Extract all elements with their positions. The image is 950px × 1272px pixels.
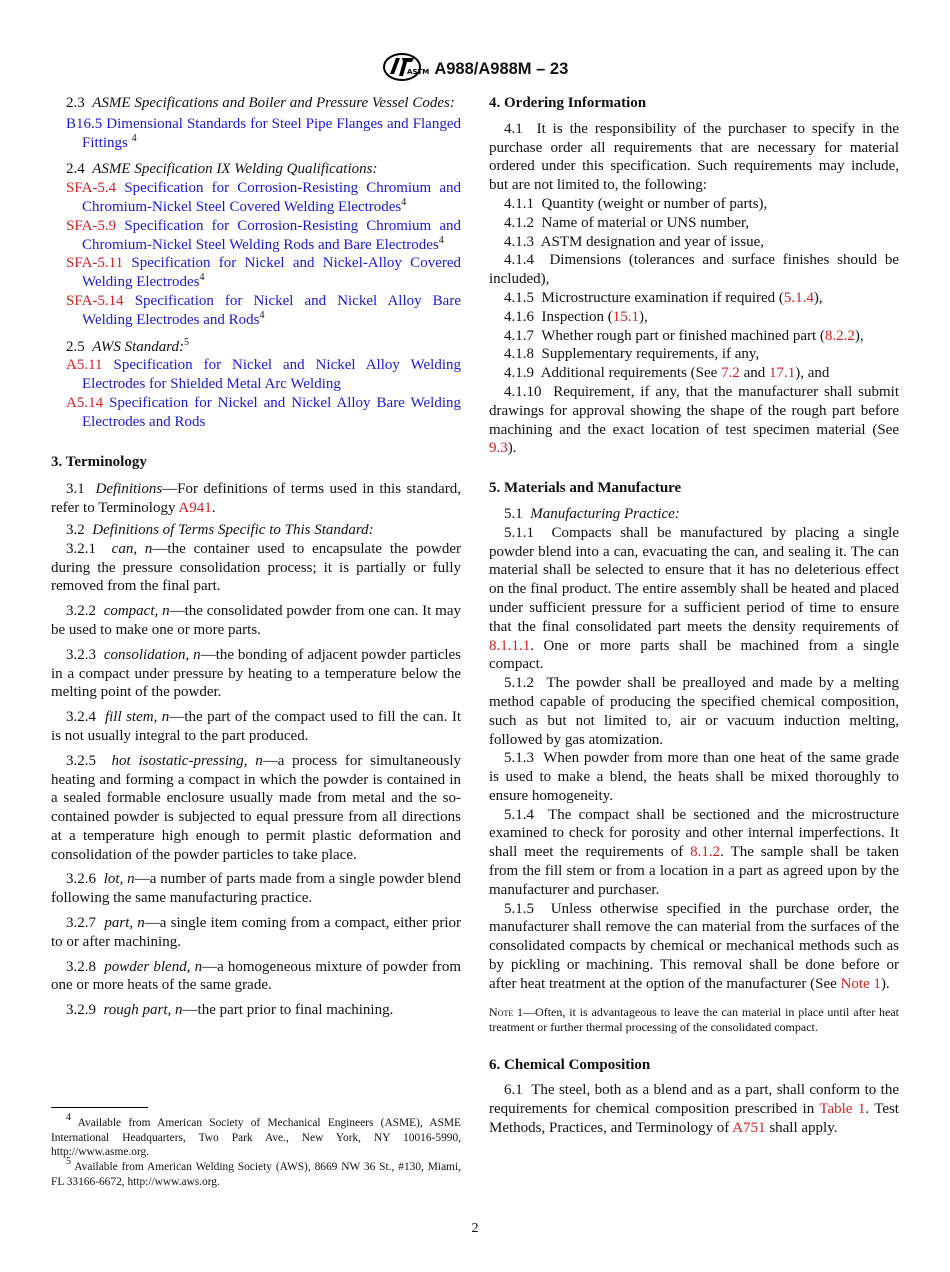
footnote-divider (51, 1107, 148, 1108)
def-consolidation: 3.2.3 consolidation, n—the bonding of adjacent powder particles in a compact under pressure by heating to a temperature below the melting point of the powder. (51, 646, 462, 701)
section-6-heading: 6. Chemical Composition (489, 1056, 651, 1073)
item-4-1-4: 4.1.4 Dimensions (tolerances and surface finishes should be included), (489, 252, 899, 288)
section-3-1: 3.1 Definitions—For definitions of terms used in this standard, refer to Terminology A941. (51, 481, 462, 517)
link-a751[interactable]: A751 (732, 1120, 766, 1137)
ref-sfa-5-11[interactable]: SFA-5.11 Specification for Nickel and Nickel-Alloy Covered Welding Electrodes$^4$ (66, 255, 461, 291)
para-5-1-1: 5.1.1 Compacts shall be manufactured by placing a single powder blend into a can, evacuating the can, and sealing it. The can material shall be selected to ensure that it has no deleterious effect on the final product. The entire assembly shall be heated and placed under sufficient pressure for a sufficient period of time to ensure that the final consolidated part meets the density requirements of 8.1.1.1. One or more parts shall be machined from a single compact. (489, 524, 900, 673)
item-4-1-5: 4.1.5 Microstructure examination if required (5.1.4), (504, 289, 823, 306)
section-4-1: 4.1 It is the responsibility of the purchaser to specify in the purchase order all requirements that are necessary for material ordered under this specification. Such requirements may include, but are not limited to, the following: (489, 120, 900, 194)
link-5-1-4[interactable]: 5.1.4 (783, 289, 814, 306)
section-3-2: 3.2 Definitions of Terms Specific to This Standard: (66, 521, 374, 538)
link-8-1-2[interactable]: 8.1.2 (690, 844, 721, 861)
note-1: Note 1—Often, it is advantageous to leave the can material in place until after heat treatment or further thermal processing of the consolidated compact. (489, 1004, 899, 1035)
ref-a5-14[interactable]: A5.14 Specification for Nickel and Nickel Alloy Bare Welding Electrodes and Rods (66, 394, 461, 430)
item-4-1-2: 4.1.2 Name of material or UNS number, (504, 214, 750, 231)
right-column (489, 94, 899, 1138)
ref-sfa-5-9[interactable]: SFA-5.9 Specification for Corrosion-Resisting Chromium and Chromium-Nickel Steel Welding Rods and Bare Electrodes$^4$ (66, 217, 462, 253)
ref-a5-11[interactable]: A5.11 Specification for Nickel and Nickel Alloy Welding Electrodes for Shielded Metal Arc Welding (66, 357, 462, 393)
item-4-1-9: 4.1.9 Additional requirements (See 7.2 and 17.1), and (504, 365, 830, 382)
item-4-1-8: 4.1.8 Supplementary requirements, if any, (504, 346, 760, 363)
para-5-1-5: 5.1.5 Unless otherwise specified in the purchase order, the manufacturer shall remove the can material from the surfaces of the consolidated compacts by chemical or mechanical methods such as by pickling or machining. This removal shall be done before or after heat treatment at the option of the manufacturer (See Note 1). (489, 900, 899, 992)
item-4-1-7: 4.1.7 Whether rough part or finished machined part (8.2.2), (504, 327, 864, 344)
def-powder-blend: 3.2.8 powder blend, n—a homogeneous mixture of powder from one or more heats of the same grade. (51, 958, 462, 994)
link-note-1[interactable]: Note 1 (840, 975, 881, 992)
item-4-1-1: 4.1.1 Quantity (weight or number of parts), (504, 195, 768, 212)
item-4-1-3: 4.1.3 ASTM designation and year of issue, (504, 233, 764, 250)
ref-sfa-5-4[interactable]: SFA-5.4 Specification for Corrosion-Resisting Chromium and Chromium-Nickel Steel Covered Welding Electrodes$^4$ (66, 180, 462, 215)
section-5-heading: 5. Materials and Manufacture (489, 480, 682, 497)
page-number: 2 (471, 1221, 479, 1236)
link-7-2[interactable]: 7.2 (721, 365, 740, 382)
def-compact: 3.2.2 compact, n—the consolidated powder from one can. It may be used to make one or more parts. (51, 603, 461, 638)
astm-logo-icon (382, 52, 429, 87)
footnote-5: $^5$ Available from American Welding Society (AWS), 8669 NW 36 St., #130, Miami, FL 33166-6672, http://www.aws.org. (51, 1156, 462, 1188)
link-9-3[interactable]: 9.3 (489, 440, 508, 457)
link-a941[interactable]: A941 (178, 500, 212, 517)
section-6-1: 6.1 The steel, both as a blend and as a part, shall conform to the requirements for chemical composition prescribed in Table 1. Test Methods, Practices, and Terminology of A751 shall apply. (489, 1082, 899, 1137)
def-part: 3.2.7 part, n—a single item coming from a compact, either prior to or after machining. (51, 915, 462, 950)
section-5-1: 5.1 Manufacturing Practice: (504, 505, 680, 522)
def-lot: 3.2.6 lot, n—a number of parts made from a single powder blend following the same manufacturing practice. (51, 871, 462, 907)
left-column (51, 94, 461, 1020)
def-rough-part: 3.2.9 rough part, n—the part prior to final machining. (66, 1002, 394, 1019)
para-5-1-3: 5.1.3 When powder from more than one heat of the same grade is used to make a blend, the heats shall be mixed thoroughly to ensure homogeneity. (489, 750, 899, 804)
page-header (0, 52, 950, 87)
link-17-1[interactable]: 17.1 (768, 365, 796, 382)
def-hot-isostatic-pressing: 3.2.5 hot isostatic-pressing, n—a process for simultaneously heating and forming a compact in which the powder is contained in a sealed formable enclosure usually made from metal and the so-contained powder is subjected to equal pressure from all directions at a temperature high enough to permit plastic deformation and consolidation of the powder particles to take place. (51, 752, 461, 863)
document-code: A988/A988M – 23 (434, 60, 569, 78)
footnote-4: $^4$ Available from American Society of Mechanical Engineers (ASME), ASME International Headquarters, Two Park Ave., New York, NY 10016-5990, http://www.asme.org. (51, 1112, 462, 1158)
link-table-1[interactable]: Table 1 (819, 1101, 866, 1118)
def-fill-stem: 3.2.4 fill stem, n—the part of the compact used to fill the can. It is not usually integral to the part produced. (51, 709, 461, 744)
para-5-1-4: 5.1.4 The compact shall be sectioned and the microstructure examined to check for porosity and other internal imperfections. It shall meet the requirements of 8.1.2. The sample shall be taken from the fill stem or from a location in a part as agreed upon by the manufacturer and purchaser. (489, 806, 899, 898)
link-8-1-1-1[interactable]: 8.1.1.1 (489, 637, 531, 654)
section-4-heading: 4. Ordering Information (489, 95, 647, 111)
section-2-5: 2.5 AWS Standard:$^5$ (66, 336, 190, 355)
item-4-1-10: 4.1.10 Requirement, if any, that the manufacturer shall submit drawings for approval showing the shape of the rough part before machining and the exact location of test specimen material (See 9.3). (489, 383, 899, 457)
section-3-heading: 3. Terminology (51, 453, 147, 470)
astm-logo-text: ASTM (406, 68, 429, 76)
section-2-3: 2.3 ASME Specifications and Boiler and Pressure Vessel Codes: (66, 95, 455, 111)
link-8-2-2[interactable]: 8.2.2 (824, 327, 855, 344)
ref-sfa-5-14[interactable]: SFA-5.14 Specification for Nickel and Nickel Alloy Bare Welding Electrodes and Rods$^4$ (66, 292, 461, 328)
item-4-1-6: 4.1.6 Inspection (15.1), (504, 308, 648, 325)
para-5-1-2: 5.1.2 The powder shall be prealloyed and made by a melting method capable of producing the specified chemical composition, such as but not limited to, air or vacuum induction melting, followed by gas atomization. (489, 675, 899, 748)
def-can: 3.2.1 can, n—the container used to encapsulate the powder during the pressure consolidation process; it is partially or fully removed from the final part. (51, 540, 461, 595)
section-2-4: 2.4 ASME Specification IX Welding Qualifications: (66, 161, 378, 178)
link-15-1[interactable]: 15.1 (612, 308, 639, 325)
ref-b16-5[interactable]: B16.5 Dimensional Standards for Steel Pipe Flanges and Flanged Fittings $^4$ (66, 115, 461, 151)
